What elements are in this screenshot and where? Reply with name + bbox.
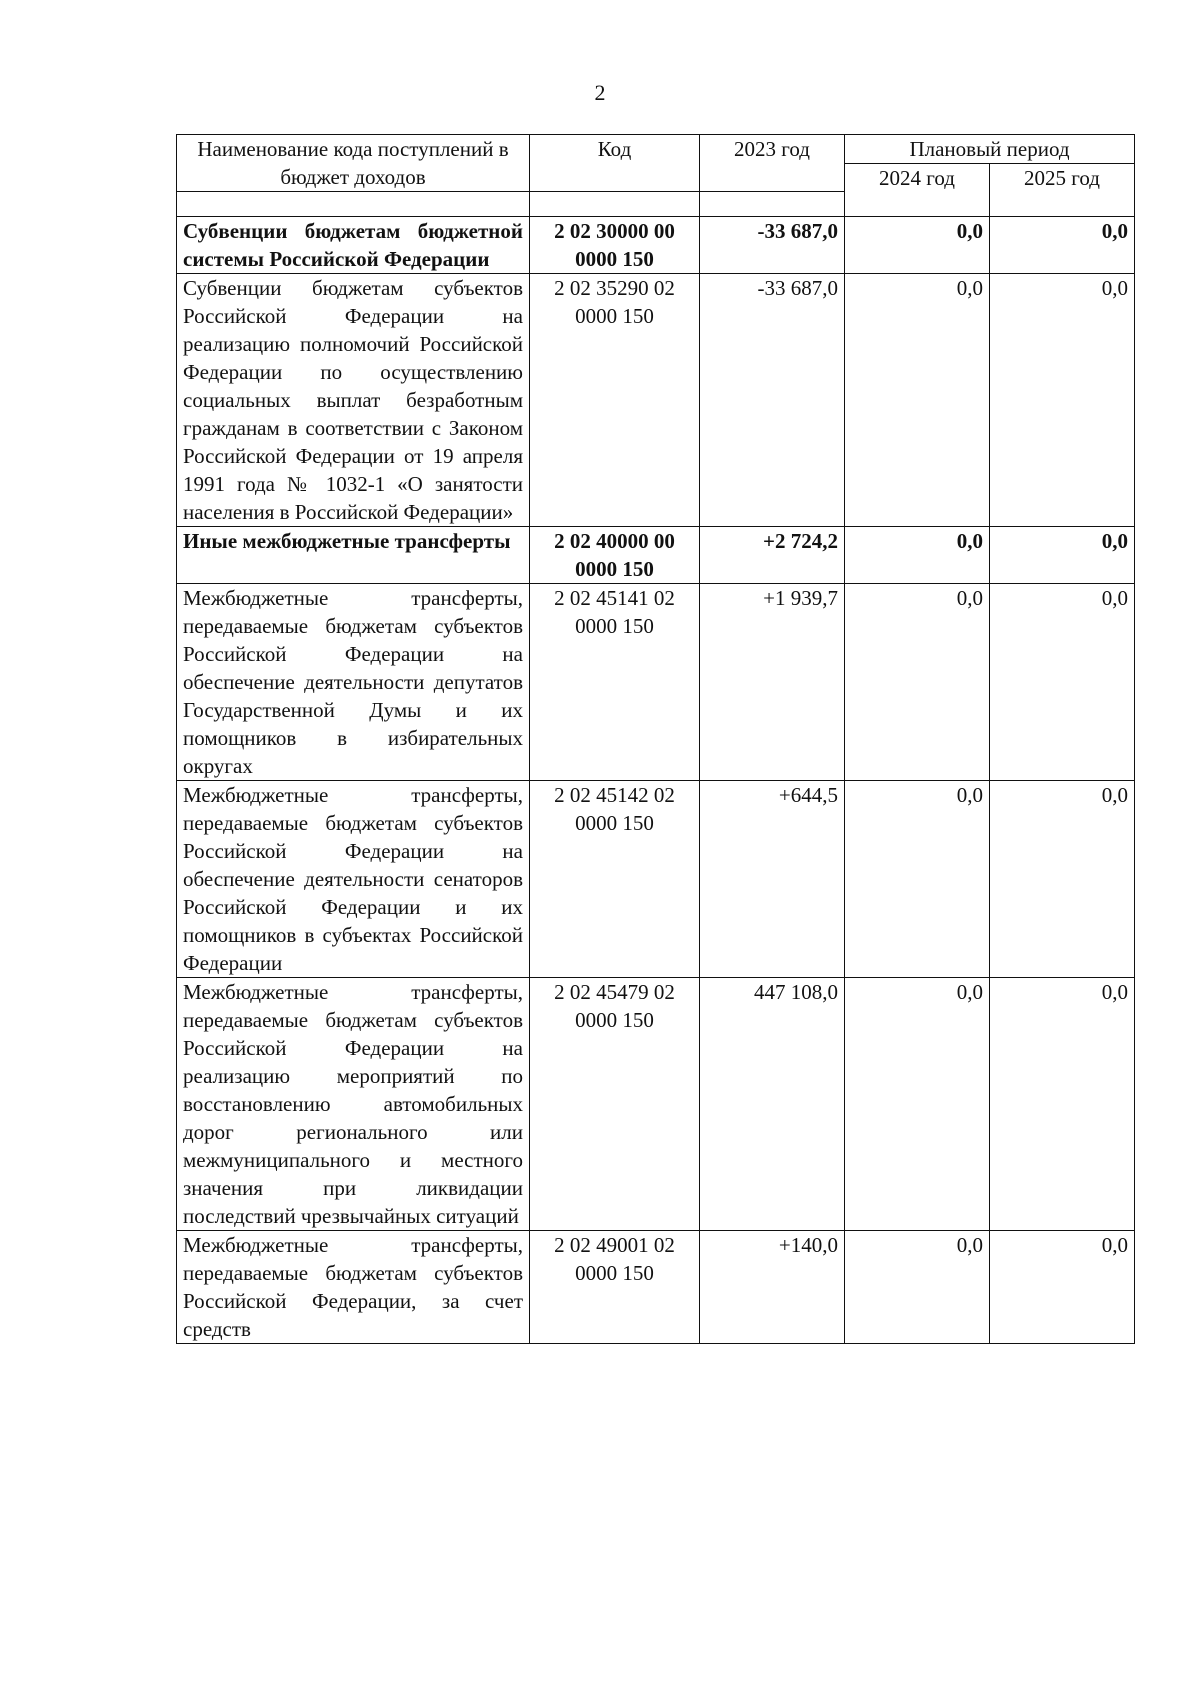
row-value-2023: +644,5: [700, 781, 845, 978]
row-code: [530, 584, 700, 781]
row-value-2023: -33 687,0: [700, 274, 845, 527]
row-value-2024: 0,0: [845, 274, 990, 527]
row-value-2025: 0,0: [990, 527, 1135, 584]
row-code-line1: 2 02 49001 02: [554, 1233, 675, 1257]
table-row: [177, 274, 1135, 527]
table-row: [177, 584, 1135, 781]
table-body: [177, 217, 1135, 1344]
row-code-line1: 2 02 45479 02: [554, 980, 675, 1004]
row-name: Субвенции бюджетам бюджетной системы Российской Федерации: [177, 217, 530, 274]
budget-income-table: [176, 134, 1135, 1344]
row-code-line2: 0000 150: [575, 811, 654, 835]
row-code-line1: 2 02 45141 02: [554, 586, 675, 610]
row-name: Иные межбюджетные трансферты: [177, 527, 530, 584]
row-code: [530, 527, 700, 584]
row-code-line1: 2 02 40000 00: [554, 529, 675, 553]
row-value-2025: 0,0: [990, 781, 1135, 978]
row-code-line1: 2 02 45142 02: [554, 783, 675, 807]
row-value-2023: +2 724,2: [700, 527, 845, 584]
table-row: [177, 527, 1135, 584]
row-code-line2: 0000 150: [575, 557, 654, 581]
row-code-line1: 2 02 30000 00: [554, 219, 675, 243]
row-code-line2: 0000 150: [575, 247, 654, 271]
row-name: Межбюджетные трансферты, передаваемые бюджетам субъектов Российской Федерации на обеспечение деятельности депутатов Государственной Думы и их помощников в избирательных округах: [177, 584, 530, 781]
row-code-line2: 0000 150: [575, 1261, 654, 1285]
row-value-2025: 0,0: [990, 584, 1135, 781]
table-row: [177, 217, 1135, 274]
row-value-2024: 0,0: [845, 527, 990, 584]
row-value-2024: 0,0: [845, 781, 990, 978]
row-code-line1: 2 02 35290 02: [554, 276, 675, 300]
row-value-2024: 0,0: [845, 1231, 990, 1344]
row-value-2024: 0,0: [845, 217, 990, 274]
header-spacer-cell: [700, 192, 845, 217]
row-value-2025: 0,0: [990, 217, 1135, 274]
row-code-line2: 0000 150: [575, 304, 654, 328]
header-name: Наименование кода поступлений в бюджет доходов: [177, 135, 530, 192]
row-code-line2: 0000 150: [575, 614, 654, 638]
row-code: [530, 978, 700, 1231]
header-spacer-cell: [530, 192, 700, 217]
table-row: [177, 1231, 1135, 1344]
header-spacer-cell: [177, 192, 530, 217]
row-value-2023: +1 939,7: [700, 584, 845, 781]
row-value-2023: -33 687,0: [700, 217, 845, 274]
row-name: Межбюджетные трансферты, передаваемые бюджетам субъектов Российской Федерации на реализацию мероприятий по восстановлению автомобильных дорог регионального или межмуниципального и местного значения при ликвидации последствий чрезвычайных ситуаций: [177, 978, 530, 1231]
row-code: [530, 781, 700, 978]
header-year-2024: 2024 год: [845, 164, 990, 217]
row-code-line2: 0000 150: [575, 1008, 654, 1032]
header-plan-period: Плановый период: [845, 135, 1135, 164]
row-value-2023: +140,0: [700, 1231, 845, 1344]
table-row: [177, 978, 1135, 1231]
header-year-2023: 2023 год: [700, 135, 845, 192]
row-code: [530, 217, 700, 274]
header-code: Код: [530, 135, 700, 192]
row-name: Межбюджетные трансферты, передаваемые бюджетам субъектов Российской Федерации, за счет средств: [177, 1231, 530, 1344]
table-row: [177, 781, 1135, 978]
row-name: Субвенции бюджетам субъектов Российской Федерации на реализацию полномочий Российской Федерации по осуществлению социальных выплат безработным гражданам в соответствии с Законом Российской Федерации от 19 апреля 1991 года № 1032-1 «О занятости населения в Российской Федерации»: [177, 274, 530, 527]
row-value-2025: 0,0: [990, 1231, 1135, 1344]
header-year-2025: 2025 год: [990, 164, 1135, 217]
row-value-2024: 0,0: [845, 978, 990, 1231]
row-value-2023: 447 108,0: [700, 978, 845, 1231]
row-value-2025: 0,0: [990, 274, 1135, 527]
row-value-2024: 0,0: [845, 584, 990, 781]
page-number: 2: [594, 80, 606, 105]
row-code: [530, 1231, 700, 1344]
row-name: Межбюджетные трансферты, передаваемые бюджетам субъектов Российской Федерации на обеспечение деятельности сенаторов Российской Федерации и их помощников в субъектах Российской Федерации: [177, 781, 530, 978]
row-value-2025: 0,0: [990, 978, 1135, 1231]
row-code: [530, 274, 700, 527]
